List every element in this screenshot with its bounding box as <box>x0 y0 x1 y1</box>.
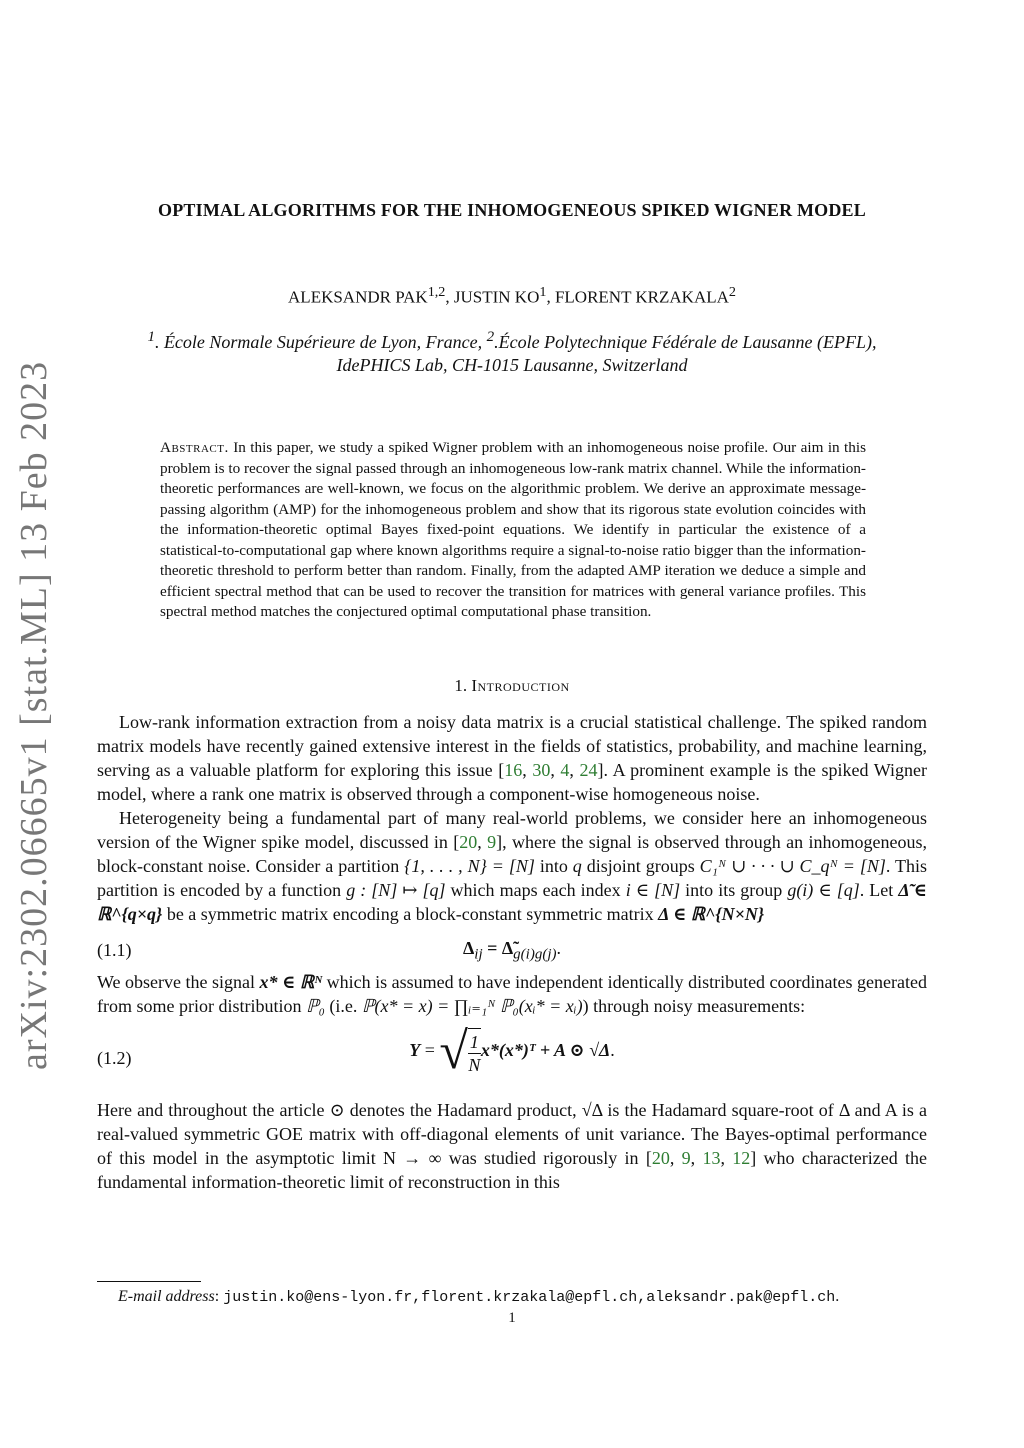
affiliation-1-marker: 1 <box>147 329 155 345</box>
author-pak-affiliation: 1,2 <box>427 284 446 300</box>
paragraph-3-text: ) through noisy measurements: <box>582 996 806 1016</box>
fraction-numerator: 1 <box>469 1032 479 1052</box>
equation-body <box>97 936 927 967</box>
abstract-label: Abstract. <box>160 439 229 456</box>
citation-link[interactable]: 20 <box>651 1148 670 1168</box>
footnote-end: . <box>835 1288 840 1305</box>
equation-equals: = <box>420 1040 440 1061</box>
author-krzakala: , FLORENT KRZAKALA <box>546 287 729 307</box>
citation-link[interactable]: 13 <box>702 1148 721 1168</box>
section-number: 1. <box>454 676 468 695</box>
author-ko: , JUSTIN KO <box>445 287 540 307</box>
abstract <box>160 438 866 623</box>
equation-number: (1.1) <box>97 940 132 960</box>
author-ko-affiliation: 1 <box>539 284 547 300</box>
section-heading <box>0 676 1024 696</box>
math-inline: {1, . . . , N} = [N] <box>404 856 535 876</box>
paragraph-2-text: which maps each index <box>445 880 626 900</box>
paper-title: OPTIMAL ALGORITHMS FOR THE INHOMOGENEOUS SPIKED WIGNER MODEL <box>158 200 866 220</box>
paragraph-3-text: which is assumed to have independent identically distributed coordinates generated from some prior distribution <box>97 972 927 1016</box>
math-inline: ℙ(x* = x) = ∏ᵢ₌₁ᴺ ℙ₀(xᵢ* = xᵢ) <box>361 996 583 1016</box>
radical-sign: √ <box>439 1023 468 1080</box>
equation-lhs: Δ <box>462 938 475 958</box>
math-inline: g(i) ∈ [q] <box>787 880 860 900</box>
paragraph-2-text: Heterogeneity being a fundamental part of many real-world problems, we consider here an inhomogeneous version of the Wigner spike model, discussed in [ <box>97 808 927 852</box>
citation-link[interactable]: 30 <box>532 760 551 780</box>
equation-number: (1.2) <box>97 1048 132 1068</box>
affiliation-1: . École Normale Supérieure de Lyon, France, <box>154 332 487 352</box>
footnote-separator: : <box>214 1288 224 1305</box>
fraction <box>468 1031 481 1076</box>
equation-end: . <box>556 938 561 958</box>
math-inline: Δ ∈ ℝ^{N×N} <box>658 904 765 924</box>
math-inline: ℙ₀ <box>305 996 325 1016</box>
citation-link[interactable]: 24 <box>579 760 598 780</box>
math-inline: i ∈ [N] <box>625 880 681 900</box>
body-text <box>97 710 927 1194</box>
math-inline: g : [N] ↦ [q] <box>346 880 446 900</box>
paragraph-3-text: (i.e. <box>324 996 362 1016</box>
affiliation-2-marker: 2 <box>486 329 495 345</box>
citation-link[interactable]: 9 <box>487 832 497 852</box>
paragraph-2-text: ], where the signal is observed through an inhomogeneous, block-constant noise. Consider a partition <box>97 832 927 876</box>
author-pak: ALEKSANDR PAK <box>288 287 428 307</box>
footnote-rule <box>97 1281 201 1282</box>
paragraph-4: Here and throughout the article ⊙ denotes the Hadamard product, √Δ is the Hadamard square-root of Δ and A is a real-valued symmetric GOE matrix with off-diagonal elements of unit variance. The Bayes-optimal performance of this model in the asymptotic limit N → ∞ was studied rigorously in [20, 9, 13, 12] who characterized the fundamental information-theoretic limit of reconstruction in this <box>97 1100 928 1192</box>
abstract-text: In this paper, we study a spiked Wigner problem with an inhomogeneous noise profile. Our aim in this problem is to recover the signal passed through an inhomogeneous low-rank matrix channel. While the information-theoretic performances are well-known, we focus on the algorithmic problem. We derive an approximate message-passing algorithm (AMP) for the inhomogeneous problem and show that its rigorous state evolution coincides with the information-theoretic optimal Bayes fixed-point equations. We identify in particular the existence of a statistical-to-computational gap where known algorithms require a signal-to-noise ratio bigger than the information-theoretic threshold to perform better than random. Finally, from the adapted AMP iteration we deduce a simple and efficient spectral method that can be used to recover the transition for matrices with general variance profiles. This spectral method matches the conjectured optimal computational phase transition. <box>160 439 866 620</box>
paragraph-2-text: into <box>534 856 573 876</box>
paragraph-2-text: be a symmetric matrix encoding a block-constant symmetric matrix <box>162 904 659 924</box>
paragraph-3-text: We observe the signal <box>97 972 260 992</box>
citation-link[interactable]: 4 <box>560 760 570 780</box>
paragraph-2: Heterogeneity being a fundamental part of many real-world problems, we consider here an inhomogeneous version of the Wigner spike model, discussed in [20, 9], where the signal is observed through an inhomogeneous, block-constant noise. Consider a partition {1, . . . , N} = [N] into q disjoint groups C₁ᴺ ∪ · · · ∪ C_qᴺ = [N]. This partition is encoded by a function g : [N] ↦ [q] which maps each index i ∈ [N] into its group g(i) ∈ [q]. Let Δ̃ ∈ ℝ^{q×q} be a symmetric matrix encoding a block-constant symmetric matrix Δ ∈ ℝ^{N×N} <box>97 808 927 924</box>
paragraph-1-text: Low-rank information extraction from a noisy data matrix is a crucial statistical challenge. The spiked random matrix models have recently gained extensive interest in the fields of statistics, probability, and machine learning, serving as a valuable platform for exploring this issue [ <box>97 712 927 780</box>
author-list <box>0 284 1024 308</box>
paragraph-1: Low-rank information extraction from a noisy data matrix is a crucial statistical challenge. The spiked random matrix models have recently gained extensive interest in the fields of statistics, probability, and machine learning, serving as a valuable platform for exploring this issue [16, 30, 4, 24]. A prominent example is the spiked Wigner model, where a rank one matrix is observed through a component-wise homogeneous noise. <box>97 712 928 804</box>
equation-lhs: Y <box>409 1040 421 1061</box>
arxiv-identifier: arXiv:2302.06665v1 [stat.ML] 13 Feb 2023 <box>13 360 55 1070</box>
equation-1-2 <box>97 1018 927 1098</box>
equation-body <box>97 1023 927 1080</box>
affiliations <box>90 326 934 377</box>
affiliation-2-lab: IdePHICS Lab, CH-1015 Lausanne, Switzerland <box>336 355 688 375</box>
math-inline: C₁ᴺ ∪ · · · ∪ C_qᴺ = [N] <box>699 856 886 876</box>
equation-lhs-subscript: ij <box>474 946 483 963</box>
page-number: 1 <box>508 1310 516 1326</box>
citation-link[interactable]: 16 <box>504 760 523 780</box>
footnote <box>118 1288 839 1306</box>
equation-rhs-subscript: g(i)g(j) <box>513 946 557 963</box>
math-inline: x* ∈ ℝᴺ <box>259 972 323 992</box>
footnote-label: E-mail address <box>118 1288 215 1305</box>
math-inline: Δ̃ ∈ ℝ^{q×q} <box>97 880 927 924</box>
paragraph-2-text: into its group <box>680 880 788 900</box>
square-root <box>439 1023 481 1080</box>
paragraph-4-text: Here and throughout the article ⊙ denotes the Hadamard product, √Δ is the Hadamard square-root of Δ and A is a real-valued symmetric GOE matrix with off-diagonal elements of unit variance. The Bayes-optimal performance of this model in the asymptotic limit N → ∞ was studied rigorously in [ <box>97 1100 927 1168</box>
citation-link[interactable]: 12 <box>732 1148 751 1168</box>
equation-rhs: = Δ̃ <box>482 938 514 958</box>
fraction-denominator: N <box>468 1055 481 1075</box>
radicand <box>468 1028 481 1076</box>
paragraph-1-tail: ]. A prominent example is the spiked Wigner model, where a rank one matrix is observed through a component-wise homogeneous noise. <box>97 760 928 804</box>
paragraph-3 <box>97 970 927 1018</box>
math-inline: q <box>572 856 582 876</box>
affiliation-2: .École Polytechnique Fédérale de Lausanne (EPFL), <box>494 332 877 352</box>
section-title: Introduction <box>471 676 570 695</box>
email-addresses[interactable]: justin.ko@ens-lyon.fr,florent.krzakala@epfl.ch,aleksandr.pak@epfl.ch <box>223 1289 836 1306</box>
equation-1-1 <box>97 926 927 970</box>
citation-link[interactable]: 20 <box>459 832 478 852</box>
author-krzakala-affiliation: 2 <box>728 284 736 300</box>
paragraph-2-text: . Let <box>859 880 899 900</box>
citation-link[interactable]: 9 <box>681 1148 691 1168</box>
paragraph-2-text: . This partition is encoded by a function <box>97 856 927 900</box>
paragraph-4-text: ] who characterized the fundamental information-theoretic limit of reconstruction in this <box>97 1148 928 1192</box>
equation-end: . <box>610 1040 615 1061</box>
equation-rhs: x*(x*)ᵀ + A ⊙ √Δ <box>480 1040 611 1061</box>
paragraph-2-text: disjoint groups <box>581 856 700 876</box>
